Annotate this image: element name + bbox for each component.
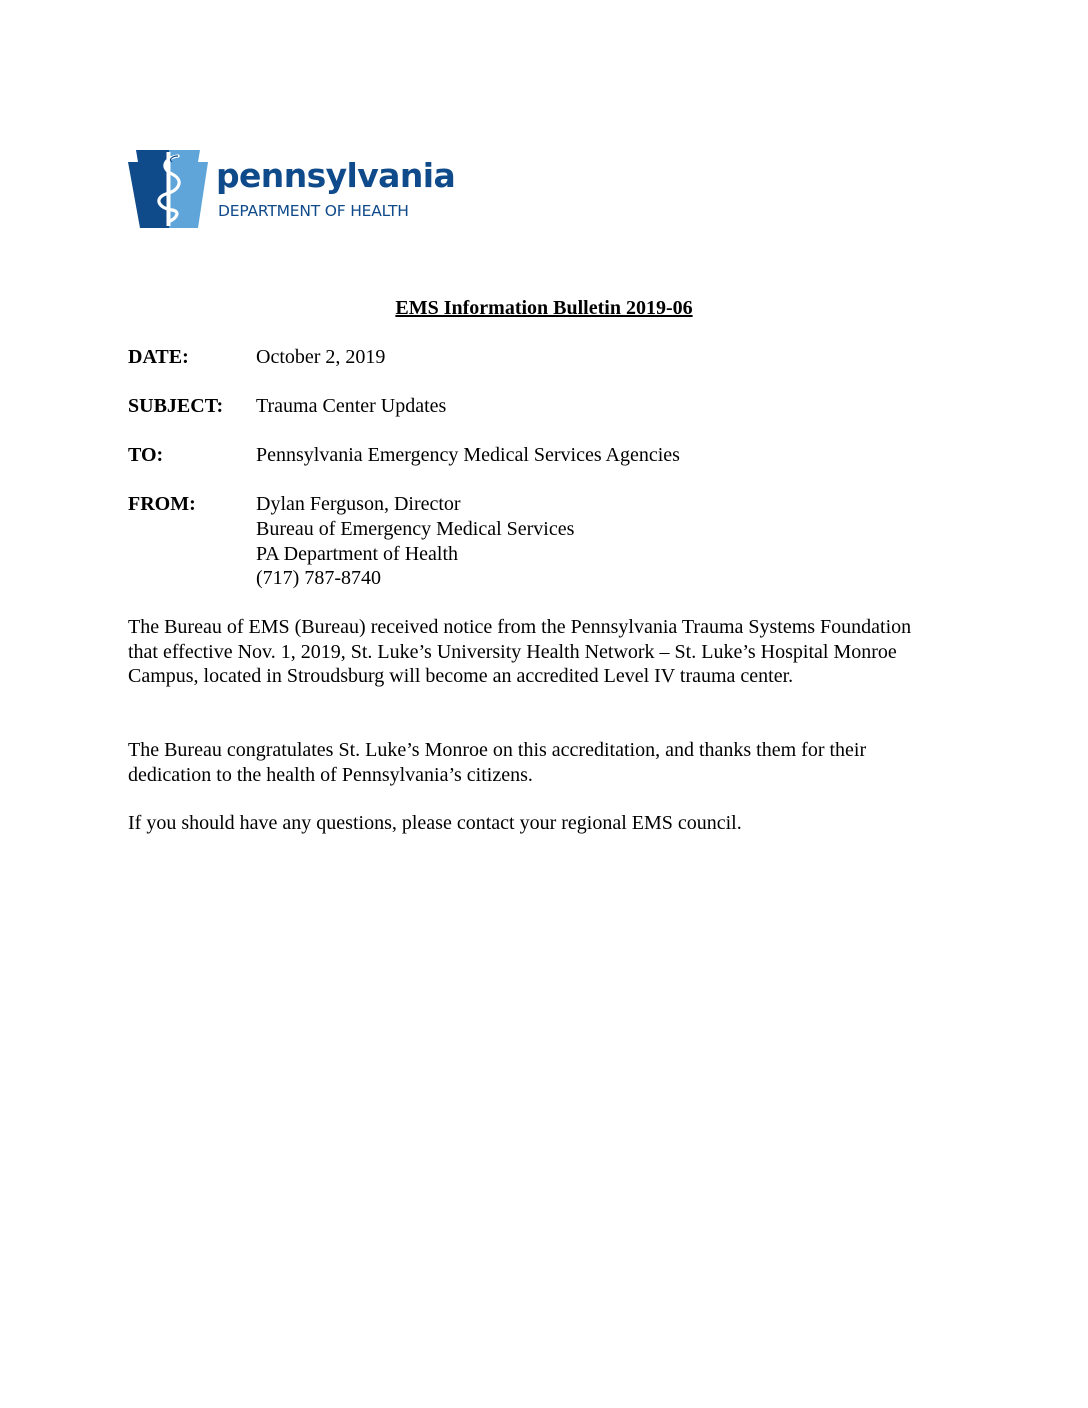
- keystone-caduceus-icon: [128, 150, 210, 230]
- from-label: FROM:: [128, 493, 196, 515]
- body-paragraph-congratulations: The Bureau congratulates St. Luke’s Monroe on this accreditation, and thanks them for their dedication to the health of Pennsylvania’s citizens.: [128, 739, 867, 786]
- from-department: PA Department of Health: [256, 543, 459, 565]
- bulletin-title: EMS Information Bulletin 2019-06: [395, 297, 693, 319]
- logo-wordmark: pennsylvania: [216, 156, 456, 195]
- logo-subtitle: DEPARTMENT OF HEALTH: [218, 202, 409, 220]
- from-phone: (717) 787-8740: [256, 567, 381, 589]
- date-value: October 2, 2019: [256, 346, 386, 368]
- from-bureau: Bureau of Emergency Medical Services: [256, 518, 575, 540]
- subject-value: Trauma Center Updates: [256, 395, 447, 417]
- subject-label: SUBJECT:: [128, 395, 224, 417]
- body-paragraph-notice: The Bureau of EMS (Bureau) received notice from the Pennsylvania Trauma Systems Foundation that effective Nov. 1, 2019, St. Luke’s University Health Network – St. Luke’s Hospital Monroe Campus, located in Stroudsburg will become an accredited Level IV trauma center.: [128, 616, 912, 687]
- from-name: Dylan Ferguson, Director: [256, 493, 461, 515]
- pa-health-logo: [128, 150, 458, 230]
- to-label: TO:: [128, 444, 164, 466]
- body-paragraph-contact: If you should have any questions, please contact your regional EMS council.: [128, 812, 742, 834]
- to-value: Pennsylvania Emergency Medical Services Agencies: [256, 444, 680, 466]
- date-label: DATE:: [128, 346, 189, 368]
